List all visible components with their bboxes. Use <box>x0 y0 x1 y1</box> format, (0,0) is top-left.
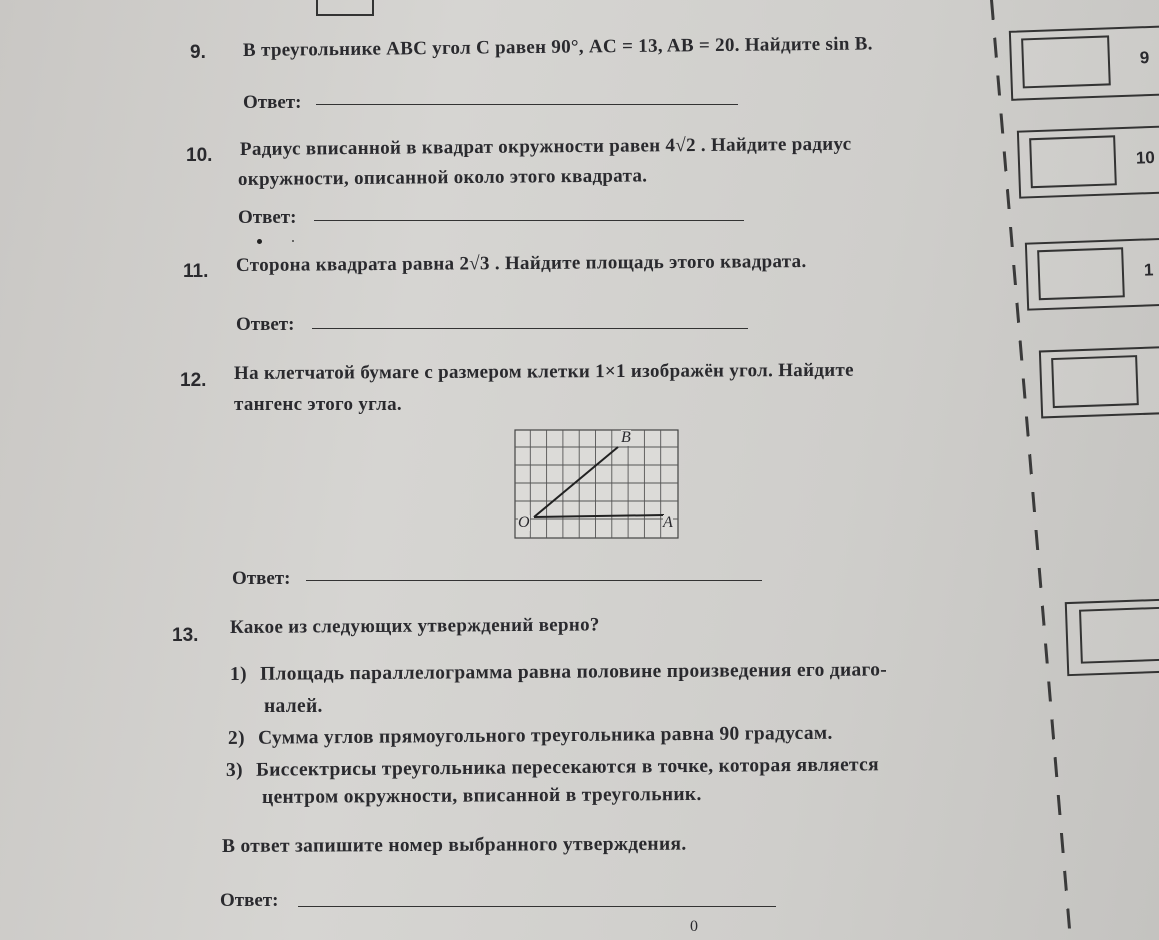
question-12-text-line1: На клетчатой бумаге с размером клетки 1×1 изображён угол. Найдите <box>233 359 854 384</box>
label-b: B <box>621 429 631 446</box>
answer-box-13[interactable] <box>1065 598 1159 676</box>
question-number-11: 11. <box>183 261 209 282</box>
question-13-instruction: В ответ запишите номер выбранного утверждения. <box>221 833 687 857</box>
answer-label-9: Ответ: <box>243 92 302 113</box>
answer-label-10: Ответ: <box>238 207 297 228</box>
option-2[interactable] <box>228 723 833 750</box>
answer-line-13[interactable] <box>298 906 776 907</box>
option-3-text: Биссектрисы треугольника пересекаются в точке, которая является <box>255 754 880 781</box>
label-o: O <box>518 514 530 531</box>
answer-label-12: Ответ: <box>232 568 291 589</box>
pencil-dot <box>257 239 262 244</box>
option-3[interactable] <box>226 754 879 782</box>
question-number-10: 10. <box>186 145 213 166</box>
option-3-text-line2: центром окружности, вписанной в треугольник. <box>261 783 702 808</box>
answer-cell-9[interactable] <box>1021 35 1111 88</box>
page-mark: 0 <box>690 918 698 935</box>
option-1-number: 1) <box>229 663 247 685</box>
answer-box-11[interactable] <box>1025 237 1159 310</box>
option-1-text: Площадь параллелограмма равна половине произведения его диаго- <box>259 659 888 685</box>
angle-grid-figure <box>514 429 680 546</box>
answer-line-10[interactable] <box>314 220 744 221</box>
answer-line-9[interactable] <box>316 104 738 105</box>
question-number-12: 12. <box>180 370 207 391</box>
question-10-text-line1: Радиус вписанной в квадрат окружности равен 4√2 . Найдите радиус <box>239 133 852 160</box>
answer-box-number-11: 1 <box>1143 260 1154 280</box>
question-10-text-line2: окружности, описанной около этого квадрата. <box>237 165 648 190</box>
answer-box-number-10: 10 <box>1135 147 1156 168</box>
option-2-number: 2) <box>227 727 245 749</box>
answer-box-12[interactable] <box>1039 346 1159 419</box>
answer-label-13: Ответ: <box>220 890 279 911</box>
answer-line-11[interactable] <box>312 328 748 329</box>
question-12-text-line2: тангенс этого угла. <box>234 394 402 415</box>
option-2-text: Сумма углов прямоугольного треугольника равна 90 градусам. <box>257 722 833 749</box>
answer-line-12[interactable] <box>306 580 762 581</box>
question-9-text: В треугольнике ABC угол C равен 90°, AC = 13, AB = 20. Найдите sin B. <box>242 33 873 61</box>
question-number-9: 9. <box>190 42 206 63</box>
answer-box-9[interactable] <box>1009 25 1159 101</box>
answer-cell-10[interactable] <box>1029 135 1117 188</box>
question-number-13: 13. <box>172 625 199 646</box>
answer-cell-11[interactable] <box>1037 247 1125 300</box>
question-11-text: Сторона квадрата равна 2√3 . Найдите площадь этого квадрата. <box>235 251 807 276</box>
grid-svg <box>514 429 680 541</box>
option-3-number: 3) <box>225 759 243 781</box>
previous-answer-box <box>316 0 374 16</box>
pencil-speck <box>292 240 294 242</box>
answer-box-number-9: 9 <box>1139 48 1150 68</box>
option-1[interactable] <box>230 659 887 686</box>
answer-cell-12[interactable] <box>1051 355 1139 408</box>
option-1-text-line2: налей. <box>264 696 323 717</box>
label-a: A <box>663 514 673 531</box>
answer-box-10[interactable] <box>1017 125 1159 198</box>
answer-cell-13[interactable] <box>1079 607 1159 664</box>
question-13-text: Какое из следующих утверждений верно? <box>229 614 600 638</box>
answer-label-11: Ответ: <box>236 314 295 335</box>
